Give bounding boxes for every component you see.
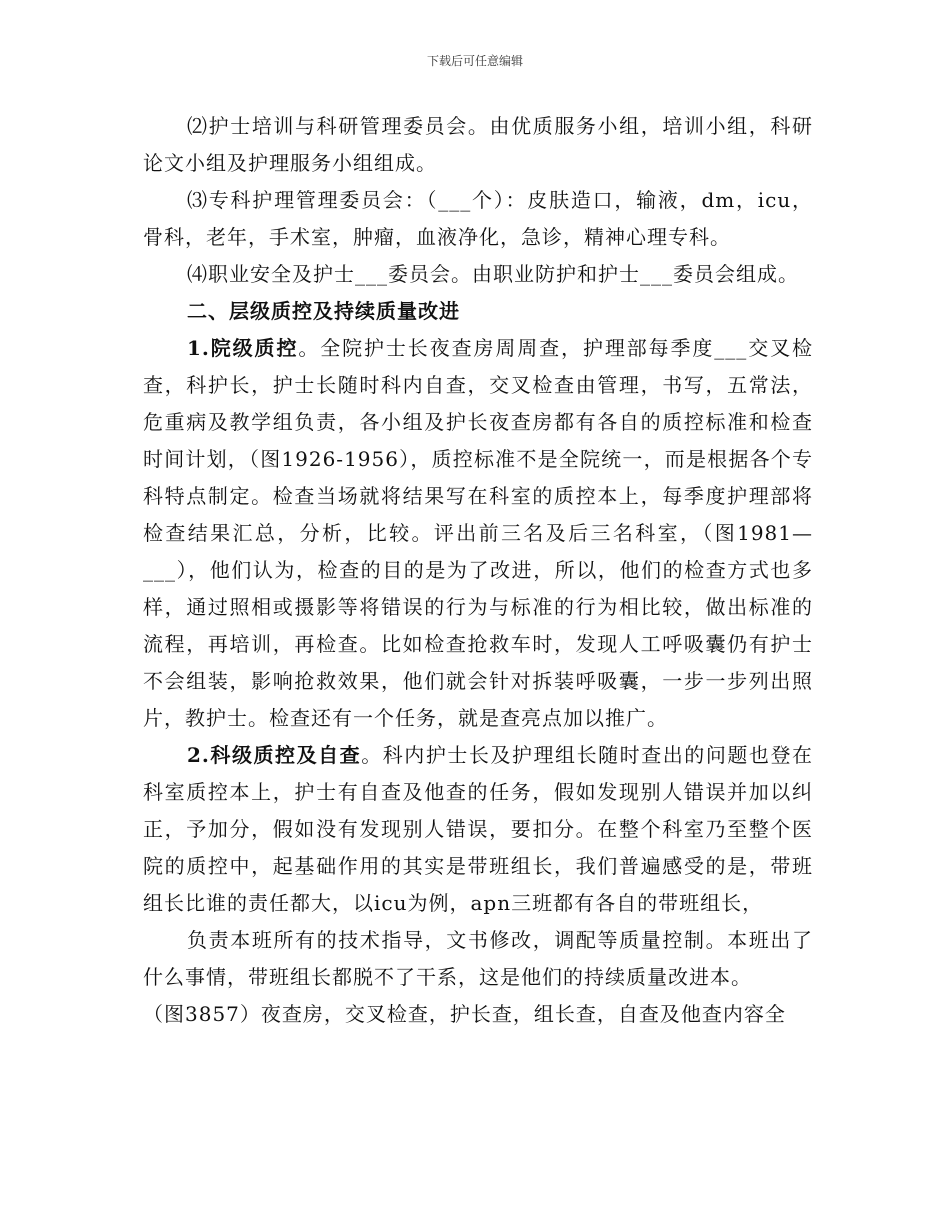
item-title-department-qc: 2.科级质控及自查 <box>187 743 362 767</box>
item-title-hospital-qc: 1.院级质控 <box>187 336 299 360</box>
paragraph-department-qc <box>143 737 813 922</box>
paragraph-safety-committee: ⑷职业安全及护士___委员会。由职业防护和护士___委员会组成。 <box>187 262 799 286</box>
paragraph-training-committee: ⑵护士培训与科研管理委员会。由优质服务小组，培训小组，科研论文小组及护理服务小组组成。 <box>143 114 813 175</box>
paragraph-figure-ref: （图3857）夜查房，交叉检查，护长查，组长查，自查及他查内容全 <box>143 1002 786 1026</box>
paragraph-hospital-qc <box>143 330 813 737</box>
item-text-hospital-qc: 。全院护士长夜查房周周查，护理部每季度___交叉检查，科护长，护士长随时科内自查，交叉检查由管理，书写，五常法，危重病及教学组负责，各小组及护长夜查房都有各自的质控标准和检查时间计划，（图1926-1956），质控标准不是全院统一，而是根据各个专科特点制定。检查当场就将结果写在科室的质控本上，每季度护理部将检查结果汇总，分析，比较。评出前三名及后三名科室，（图1981—___），他们认为，检查的目的是为了改进，所以，他们的检查方式也多样，通过照相或摄影等将错误的行为与标准的行为相比较，做出标准的流程，再培训，再检查。比如检查抢救车时，发现人工呼吸囊仍有护士不会组装，影响抢救效果，他们就会针对拆装呼吸囊，一步一步列出照片，教护士。检查还有一个任务，就是查亮点加以推广。 <box>143 336 813 730</box>
item-text-department-qc: 。科内护士长及护理组长随时查出的问题也登在科室质控本上，护士有自查及他查的任务，假如发现别人错误并加以纠正，予加分，假如没有发现别人错误，要扣分。在整个科室乃至整个医院的质控中，起基础作用的其实是带班组长，我们普遍感受的是，带班组长比谁的责任都大，以icu为例，apn三班都有各自的带班组长， <box>143 743 813 915</box>
page-header: 下载后可任意编辑 <box>426 54 523 68</box>
paragraph-specialty-committee: ⑶专科护理管理委员会：（___个）：皮肤造口，输液，dm，icu，骨科，老年，手术室，肿瘤，血液净化，急诊，精神心理专科。 <box>143 188 813 249</box>
document-body <box>143 108 813 1033</box>
section-heading: 二、层级质控及持续质量改进 <box>187 299 460 323</box>
paragraph-shift-leader: 负责本班所有的技术指导，文书修改，调配等质量控制。本班出了什么事情，带班组长都脱不了干系，这是他们的持续质量改进本。 <box>143 928 813 989</box>
